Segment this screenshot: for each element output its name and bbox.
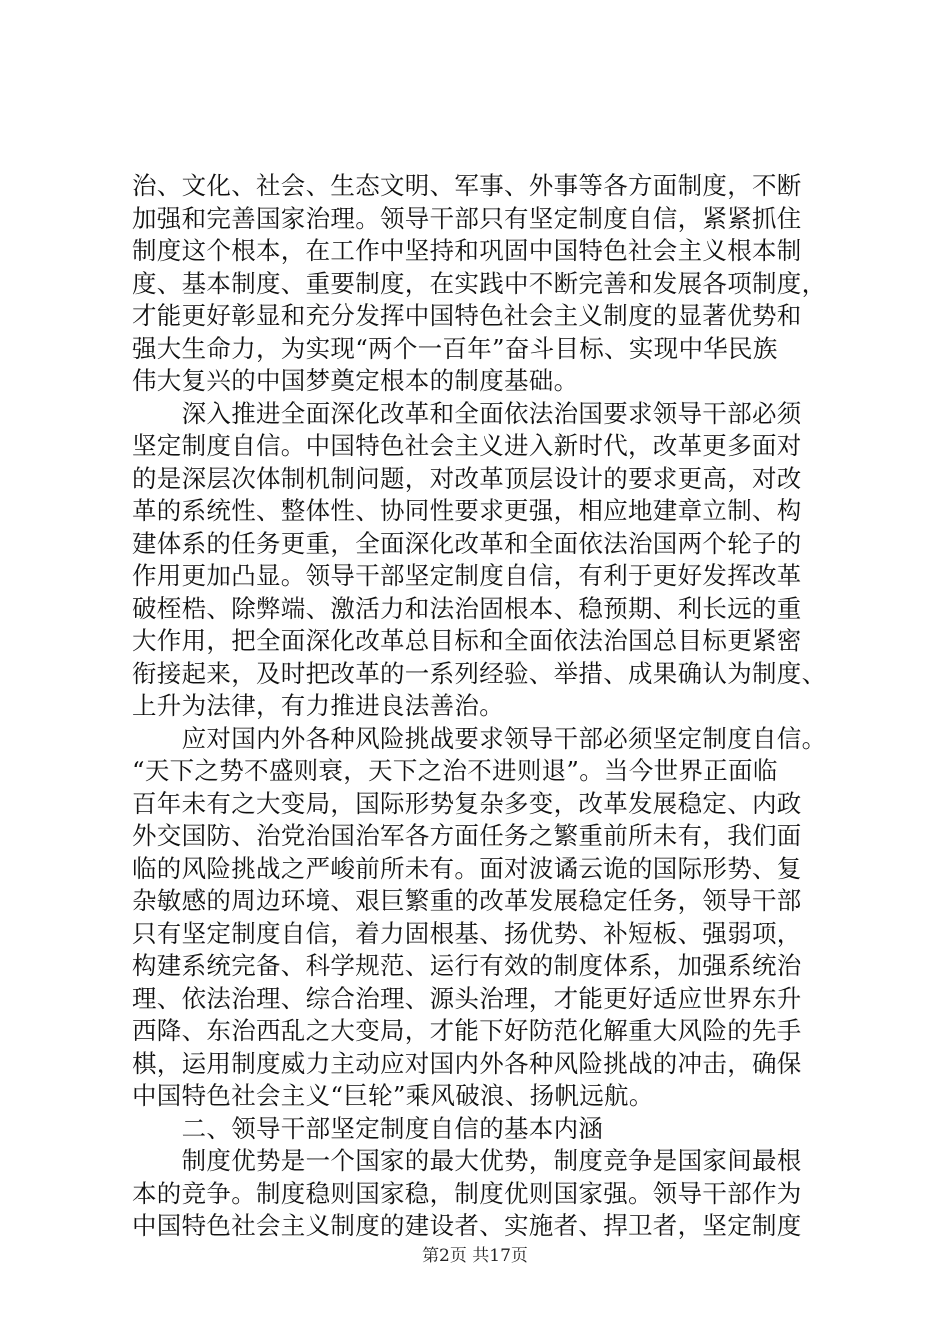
text-line: 本的竞争。制度稳则国家稳，制度优则国家强。领导干部作为 [132,1178,802,1208]
text-line: 杂敏感的周边环境、艰巨繁重的改革发展稳定任务，领导干部 [132,886,802,915]
page-footer: 第2页 共17页 [422,1246,528,1266]
text-line: 加强和完善国家治理。领导干部只有坚定制度自信，紧紧抓住 [132,203,802,233]
text-line: 西降、东治西乱之大变局，才能下好防范化解重大风险的先手 [132,1016,802,1045]
text-line: 伟大复兴的中国梦奠定根本的制度基础。 [132,366,579,395]
text-line: 百年未有之大变局，国际形势复杂多变，改革发展稳定、内政 [132,788,802,818]
text-line: 外交国防、治党治国治军各方面任务之繁重前所未有，我们面 [132,821,802,850]
text-line: 深入推进全面深化改革和全面依法治国要求领导干部必须 [132,398,802,428]
text-line: 构建系统完备、科学规范、运行有效的制度体系，加强系统治 [132,951,802,980]
text-line: 棋，运用制度威力主动应对国内外各种风险挑战的冲击，确保 [132,1048,802,1078]
text-line: 治、文化、社会、生态文明、军事、外事等各方面制度，不断 [132,171,802,200]
text-line: 度、基本制度、重要制度，在实践中不断完善和发展各项制度， [132,268,827,298]
text-line: 革的系统性、整体性、协同性要求更强，相应地建章立制、构 [132,496,802,525]
text-line: 中国特色社会主义“巨轮”乘风破浪、扬帆远航。 [132,1081,654,1110]
body-text [132,170,854,1243]
text-line: 的是深层次体制机制问题，对改革顶层设计的要求更高，对改 [132,463,802,493]
text-line: 中国特色社会主义制度的建设者、实施者、捍卫者，坚定制度 [132,1211,802,1240]
text-line: 坚定制度自信。中国特色社会主义进入新时代，改革更多面对 [132,431,802,460]
text-line: 临的风险挑战之严峻前所未有。面对波谲云诡的国际形势、复 [132,853,802,883]
text-line: 制度这个根本，在工作中坚持和巩固中国特色社会主义根本制 [132,236,802,265]
text-line: 制度优势是一个国家的最大优势，制度竞争是国家间最根 [132,1146,802,1175]
text-line: 作用更加凸显。领导干部坚定制度自信，有利于更好发挥改革 [132,561,802,590]
text-line: “天下之势不盛则衰，天下之治不进则退”。当今世界正面临 [132,756,778,785]
text-line: 理、依法治理、综合治理、源头治理，才能更好适应世界东升 [132,983,802,1013]
text-line: 只有坚定制度自信，着力固根基、扬优势、补短板、强弱项， [132,918,802,948]
text-line: 强大生命力，为实现“两个一百年”奋斗目标、实现中华民族 [132,333,778,363]
text-line: 二、领导干部坚定制度自信的基本内涵 [132,1113,604,1143]
text-line: 才能更好彰显和充分发挥中国特色社会主义制度的显著优势和 [132,301,802,330]
text-line: 衔接起来，及时把改革的一系列经验、举措、成果确认为制度、 [132,658,827,688]
text-line: 上升为法律，有力推进良法善治。 [132,691,504,720]
text-line: 大作用，把全面深化改革总目标和全面依法治国总目标更紧密 [132,626,802,655]
text-line: 破桎梏、除弊端、激活力和法治固根本、稳预期、利长远的重 [132,593,802,623]
text-line: 应对国内外各种风险挑战要求领导干部必须坚定制度自信。 [132,723,827,753]
text-line: 建体系的任务更重，全面深化改革和全面依法治国两个轮子的 [132,528,802,558]
